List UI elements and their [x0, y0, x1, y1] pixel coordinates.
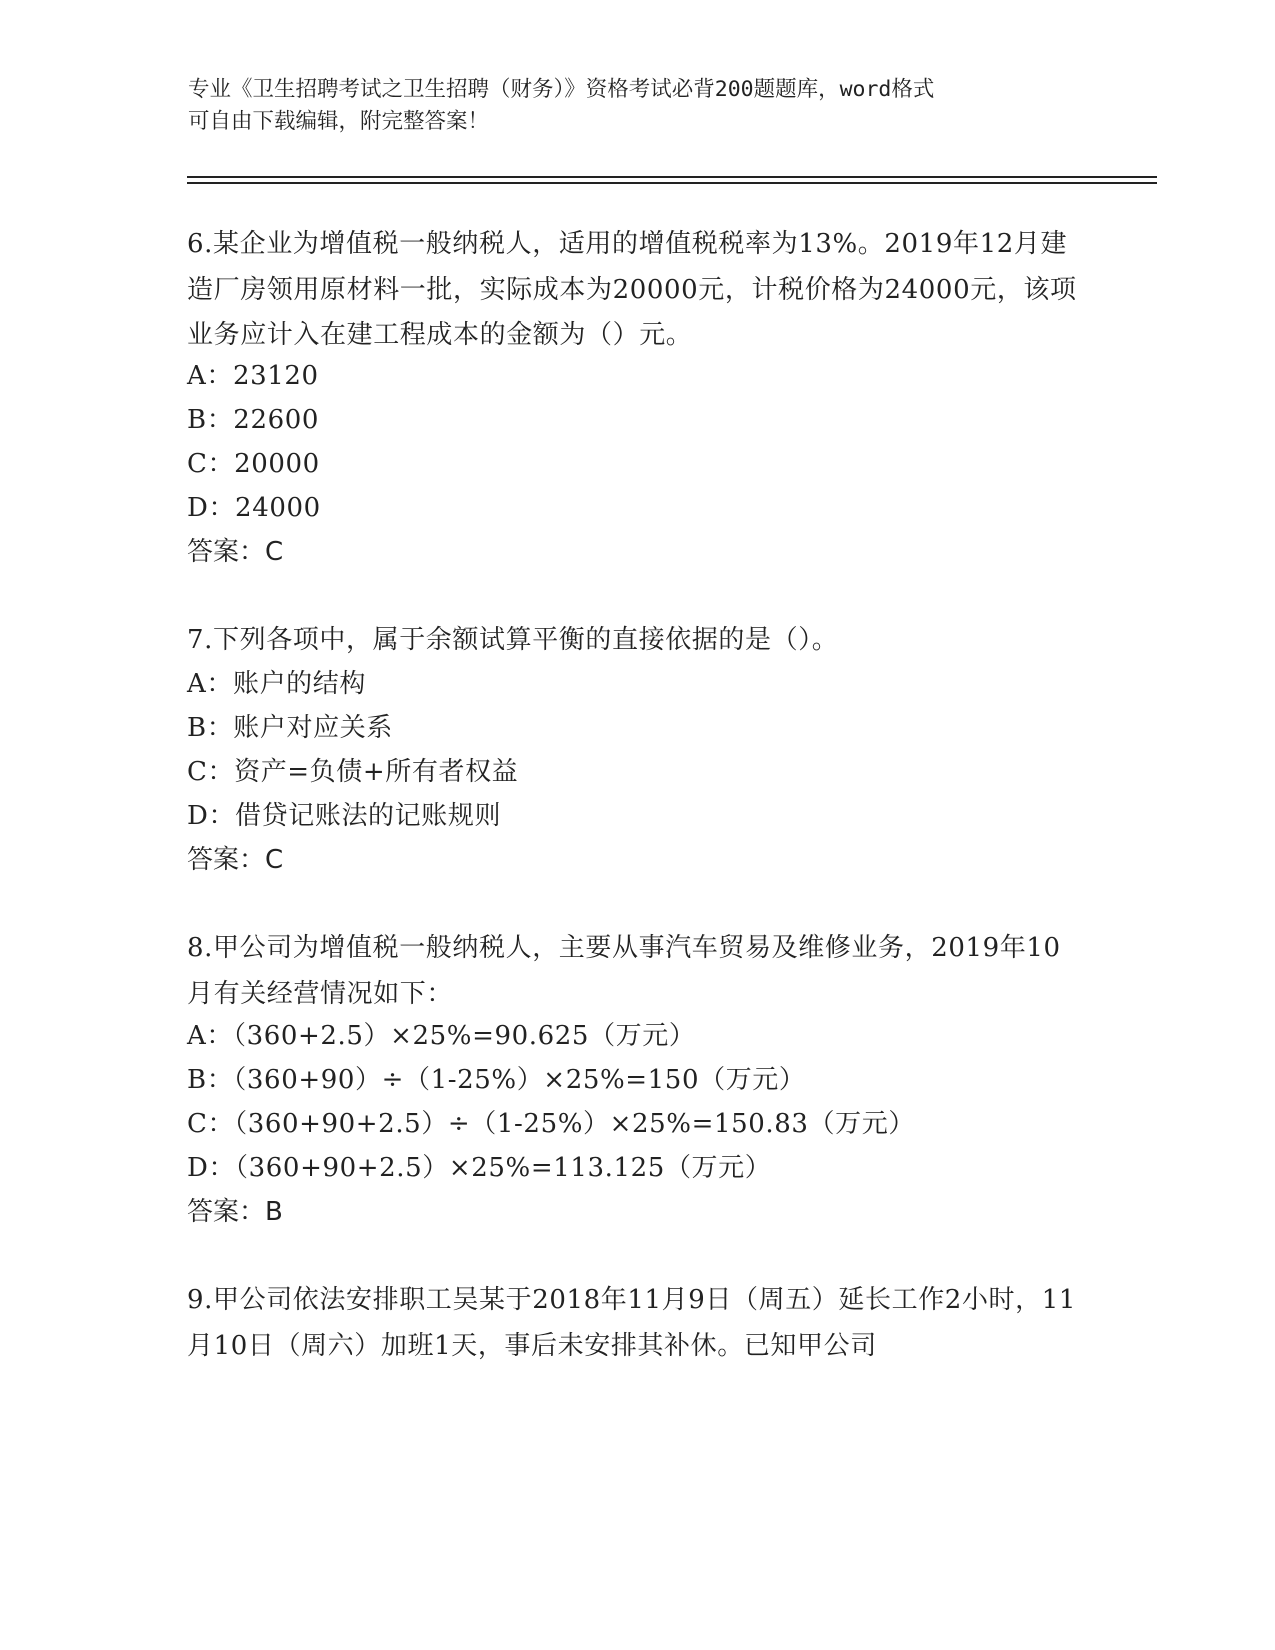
question-6-option-b: B：22600	[187, 405, 320, 435]
header-title-line-1: 专业《卫生招聘考试之卫生招聘（财务）》资格考试必背200题题库，word格式	[188, 77, 935, 102]
question-6-option-d: D：24000	[187, 493, 321, 523]
question-6-answer: 答案：C	[187, 537, 284, 567]
question-8-stem: 8.甲公司为增值税一般纳税人，主要从事汽车贸易及维修业务，2019年10月有关经营情况如下：	[187, 933, 1061, 1009]
question-7-option-c: C：资产=负债+所有者权益	[187, 757, 519, 787]
question-8-option-c: C：（360+90+2.5）÷（1-25%）×25%=150.83（万元）	[187, 1109, 915, 1139]
question-8-option-b: B：（360+90）÷（1-25%）×25%=150（万元）	[187, 1065, 806, 1095]
question-6-stem: 6.某企业为增值税一般纳税人，适用的增值税税率为13%。2019年12月建造厂房领用原材料一批，实际成本为20000元，计税价格为24000元，该项业务应计入在建工程成本的金额为（）元。	[187, 229, 1077, 350]
question-7-answer: 答案：C	[187, 845, 284, 875]
question-6-option-a: A：23120	[187, 361, 319, 391]
question-7-option-a: A：账户的结构	[187, 669, 366, 699]
document-header	[188, 74, 1088, 138]
question-8-option-d: D：（360+90+2.5）×25%=113.125（万元）	[187, 1153, 772, 1183]
question-7-stem: 7.下列各项中，属于余额试算平衡的直接依据的是（）。	[187, 625, 839, 655]
header-divider-top	[187, 176, 1157, 178]
question-9-stem: 9.甲公司依法安排职工吴某于2018年11月9日（周五）延长工作2小时，11月10日（周六）加班1天，事后未安排其补休。已知甲公司	[187, 1285, 1077, 1361]
header-title-line-2: 可自由下载编辑，附完整答案！	[188, 109, 490, 134]
question-8-answer: 答案：B	[187, 1197, 283, 1227]
question-7-option-b: B：账户对应关系	[187, 713, 393, 743]
header-divider-bottom	[187, 182, 1157, 184]
question-6-option-c: C：20000	[187, 449, 320, 479]
question-8-option-a: A：（360+2.5）×25%=90.625（万元）	[187, 1021, 696, 1051]
question-7-option-d: D：借贷记账法的记账规则	[187, 801, 502, 831]
